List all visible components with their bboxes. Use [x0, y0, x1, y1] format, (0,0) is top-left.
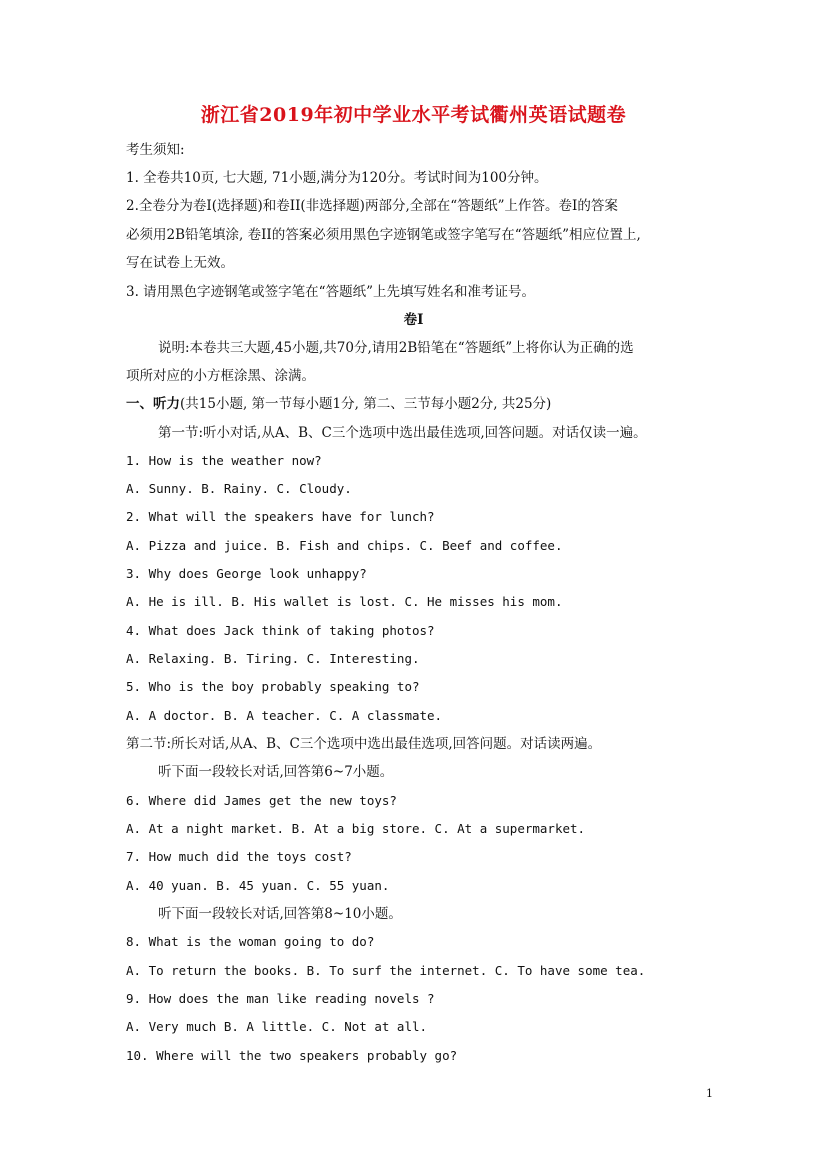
question: 2. What will the speakers have for lunch? — [126, 509, 435, 524]
question: 1. How is the weather now? — [126, 453, 322, 468]
answer-options: A. Very much B. A little. C. Not at all. — [126, 1019, 428, 1034]
page-number: 1 — [706, 1087, 713, 1100]
question: 10. Where will the two speakers probably go? — [126, 1048, 458, 1063]
section-description: 说明:本卷共三大题,45小题,共70分,请用2B铅笔在“答题纸”上将你认为正确的选 — [158, 340, 634, 356]
answer-options: A. Relaxing. B. Tiring. C. Interesting. — [126, 651, 420, 666]
answer-options: A. To return the books. B. To surf the internet. C. To have some tea. — [126, 963, 646, 978]
question: 9. How does the man like reading novels ? — [126, 991, 435, 1006]
answer-options: A. Sunny. B. Rainy. C. Cloudy. — [126, 481, 352, 496]
question: 6. Where did James get the new toys? — [126, 793, 397, 808]
page-title: 浙江省2019年初中学业水平考试衢州英语试题卷 — [200, 104, 627, 126]
part-heading — [126, 394, 706, 414]
question: 8. What is the woman going to do? — [126, 934, 375, 949]
subsection-instruction: 第一节:听小对话,从A、B、C三个选项中选出最佳选项,回答问题。对话仅读一遍。 — [158, 425, 647, 441]
part-label: 一、听力 — [126, 396, 180, 412]
question: 5. Who is the boy probably speaking to? — [126, 679, 420, 694]
part-detail: (共15小题, 第一节每小题1分, 第二、三节每小题2分, 共25分) — [180, 396, 552, 412]
listening-instruction: 听下面一段较长对话,回答第8~10小题。 — [158, 906, 402, 922]
notice-item: 1. 全卷共10页, 七大题, 71小题,满分为120分。考试时间为100分钟。 — [126, 170, 548, 186]
notice-item: 3. 请用黑色字迹钢笔或签字笔在“答题纸”上先填写姓名和准考证号。 — [126, 284, 535, 300]
section-description: 项所对应的小方框涂黑、涂满。 — [126, 368, 315, 384]
answer-options: A. At a night market. B. At a big store. C. At a supermarket. — [126, 821, 586, 836]
answer-options: A. Pizza and juice. B. Fish and chips. C. Beef and coffee. — [126, 538, 563, 553]
notice-heading: 考生须知: — [126, 142, 185, 158]
answer-options: A. He is ill. B. His wallet is lost. C. He misses his mom. — [126, 594, 563, 609]
question: 4. What does Jack think of taking photos? — [126, 623, 435, 638]
notice-item: 写在试卷上无效。 — [126, 255, 234, 271]
answer-options: A. 40 yuan. B. 45 yuan. C. 55 yuan. — [126, 878, 390, 893]
section-title: 卷I — [403, 312, 424, 328]
question: 7. How much did the toys cost? — [126, 849, 352, 864]
notice-item: 2.全卷分为卷I(选择题)和卷II(非选择题)两部分,全部在“答题纸”上作答。卷I的答案 — [126, 198, 618, 214]
notice-item: 必须用2B铅笔填涂, 卷II的答案必须用黑色字迹钢笔或签字笔写在“答题纸”相应位置上, — [126, 227, 641, 243]
question: 3. Why does George look unhappy? — [126, 566, 367, 581]
subsection-instruction: 第二节:所长对话,从A、B、C三个选项中选出最佳选项,回答问题。对话读两遍。 — [126, 736, 602, 752]
answer-options: A. A doctor. B. A teacher. C. A classmate. — [126, 708, 443, 723]
listening-instruction: 听下面一段较长对话,回答第6~7小题。 — [158, 764, 394, 780]
